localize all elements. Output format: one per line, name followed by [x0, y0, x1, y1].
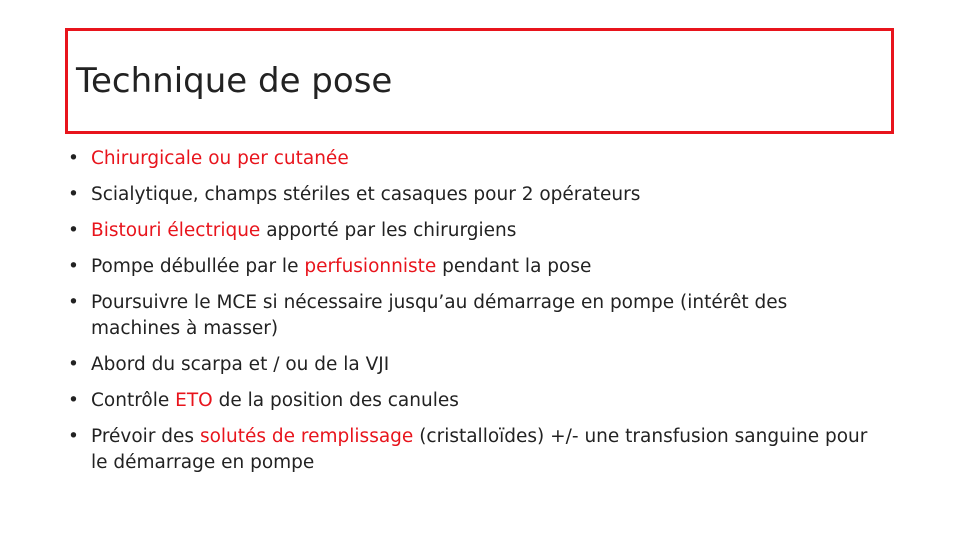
bullet-text: Abord du scarpa et / ou de la VJI	[91, 354, 390, 375]
bullet-item	[68, 388, 868, 414]
bullet-text: de la position des canules	[212, 390, 459, 411]
bullet-list	[68, 146, 868, 486]
bullet-text-highlight: Chirurgicale ou per cutanée	[91, 148, 349, 169]
bullet-text-highlight: ETO	[175, 390, 213, 411]
bullet-text: (cristalloïdes) +/- une transfusion sanguine pour le démarrage en pompe	[91, 426, 868, 473]
title-frame	[65, 28, 894, 134]
slide-title: Technique de pose	[76, 61, 393, 101]
bullet-text-highlight: perfusionniste	[304, 256, 437, 277]
bullet-item	[68, 290, 868, 342]
bullet-item	[68, 182, 868, 208]
bullet-item	[68, 146, 868, 172]
bullet-text: Prévoir des	[91, 426, 200, 447]
bullet-text: Pompe débullée par le	[91, 256, 305, 277]
bullet-text: Scialytique, champs stériles et casaques pour 2 opérateurs	[91, 184, 641, 205]
bullet-text: Contrôle	[91, 390, 176, 411]
bullet-item	[68, 424, 868, 476]
bullet-text-highlight: solutés de remplissage	[199, 426, 414, 447]
bullet-text: pendant la pose	[436, 256, 592, 277]
bullet-item	[68, 254, 868, 280]
bullet-item	[68, 218, 868, 244]
bullet-text-highlight: Bistouri électrique	[91, 220, 261, 241]
bullet-text: apporté par les chirurgiens	[260, 220, 517, 241]
bullet-item	[68, 352, 868, 378]
bullet-text: Poursuivre le MCE si nécessaire jusqu’au démarrage en pompe (intérêt des machines à masser)	[91, 292, 788, 339]
